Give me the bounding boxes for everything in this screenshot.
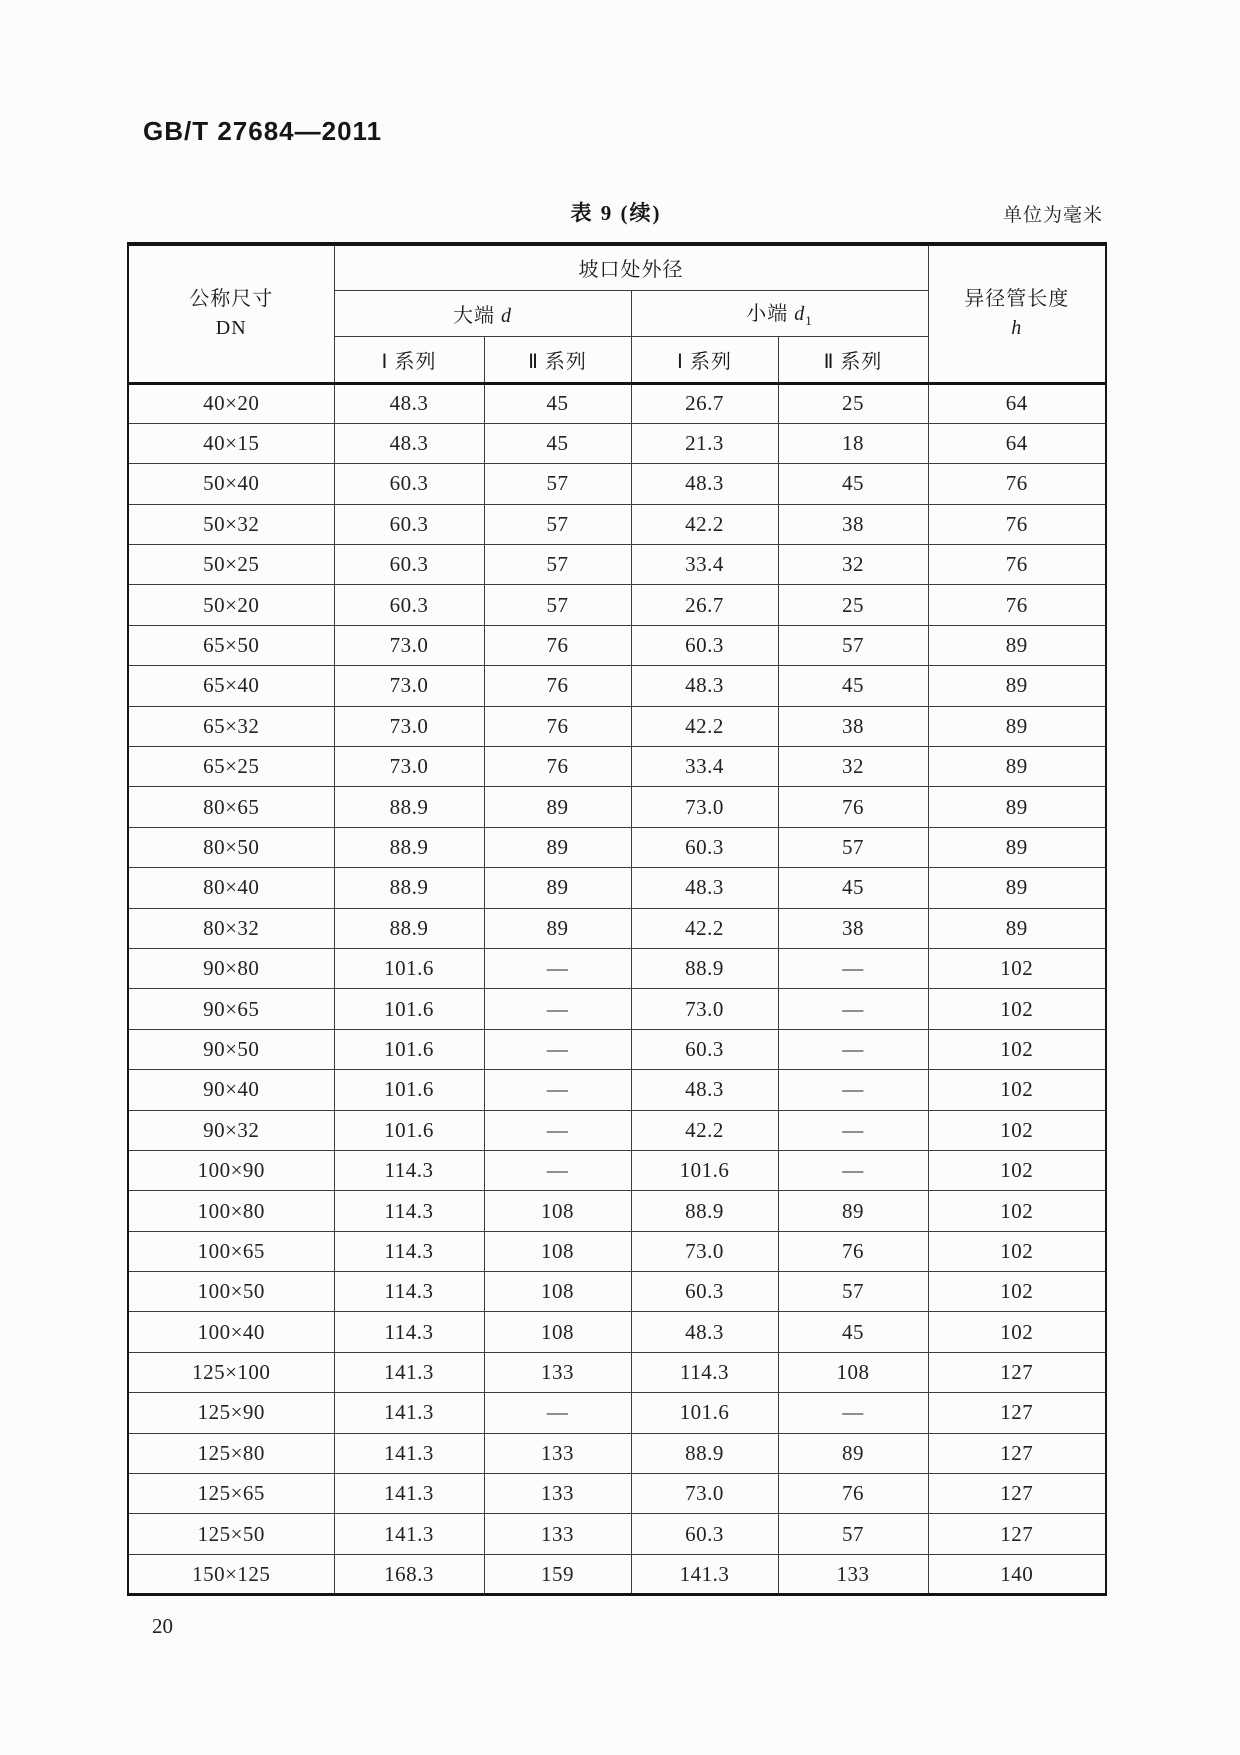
- value-cell: 89: [928, 747, 1106, 787]
- value-cell: 89: [928, 827, 1106, 867]
- value-cell: 101.6: [631, 1393, 778, 1433]
- value-cell: 48.3: [334, 383, 484, 423]
- reducer-dimension-table: [127, 242, 1107, 1596]
- big-end-label: 大端: [453, 304, 495, 327]
- table-row: [128, 1110, 1106, 1150]
- value-cell: 76: [778, 1474, 928, 1514]
- col-header-reducer-length: [928, 244, 1106, 383]
- dn-cell: 90×80: [128, 948, 334, 988]
- dn-cell: 90×32: [128, 1110, 334, 1150]
- value-cell: 76: [928, 504, 1106, 544]
- table-row: [128, 706, 1106, 746]
- value-cell: 101.6: [334, 948, 484, 988]
- value-cell: 45: [484, 423, 631, 463]
- dn-cell: 40×15: [128, 423, 334, 463]
- value-cell: 73.0: [334, 747, 484, 787]
- table-row: [128, 1514, 1106, 1554]
- value-cell: 114.3: [334, 1231, 484, 1271]
- value-cell: 60.3: [631, 1029, 778, 1069]
- col-header-series-1-small: Ⅰ 系列: [631, 336, 778, 383]
- table-row: [128, 464, 1106, 504]
- table-row: [128, 908, 1106, 948]
- value-cell: 108: [484, 1231, 631, 1271]
- value-cell: 88.9: [631, 1191, 778, 1231]
- value-cell: 108: [484, 1312, 631, 1352]
- big-end-symbol: d: [501, 304, 512, 327]
- table-title: 表 9 (续): [570, 201, 662, 225]
- value-cell: 73.0: [631, 989, 778, 1029]
- value-cell: 141.3: [334, 1514, 484, 1554]
- table-header: [128, 244, 1106, 383]
- table-row: [128, 989, 1106, 1029]
- value-cell: 32: [778, 747, 928, 787]
- col-header-small-end: [631, 290, 928, 336]
- dn-cell: 100×40: [128, 1312, 334, 1352]
- value-cell: 76: [928, 545, 1106, 585]
- value-cell: 64: [928, 383, 1106, 423]
- value-cell: 76: [928, 464, 1106, 504]
- table-row: [128, 1393, 1106, 1433]
- value-cell: 60.3: [631, 625, 778, 665]
- value-cell: 127: [928, 1393, 1106, 1433]
- dn-cell: 150×125: [128, 1554, 334, 1594]
- dn-cell: 90×50: [128, 1029, 334, 1069]
- value-cell: 57: [484, 504, 631, 544]
- value-cell: —: [484, 1393, 631, 1433]
- value-cell: 127: [928, 1474, 1106, 1514]
- value-cell: 26.7: [631, 383, 778, 423]
- value-cell: 88.9: [631, 1433, 778, 1473]
- value-cell: —: [484, 1029, 631, 1069]
- value-cell: 102: [928, 1070, 1106, 1110]
- dn-cell: 65×32: [128, 706, 334, 746]
- value-cell: —: [484, 1070, 631, 1110]
- dn-cell: 50×20: [128, 585, 334, 625]
- value-cell: 89: [778, 1433, 928, 1473]
- value-cell: 73.0: [631, 1231, 778, 1271]
- table-row: [128, 625, 1106, 665]
- value-cell: 76: [484, 666, 631, 706]
- value-cell: 89: [928, 868, 1106, 908]
- unit-note: 单位为毫米: [1002, 205, 1103, 226]
- value-cell: 33.4: [631, 747, 778, 787]
- value-cell: 102: [928, 989, 1106, 1029]
- value-cell: 57: [778, 1514, 928, 1554]
- table-row: [128, 423, 1106, 463]
- value-cell: 89: [778, 1191, 928, 1231]
- value-cell: 73.0: [631, 1474, 778, 1514]
- value-cell: 26.7: [631, 585, 778, 625]
- dn-cell: 100×50: [128, 1272, 334, 1312]
- value-cell: 45: [778, 464, 928, 504]
- table-row: [128, 827, 1106, 867]
- value-cell: 141.3: [631, 1554, 778, 1594]
- table-row: [128, 1150, 1106, 1190]
- value-cell: 141.3: [334, 1474, 484, 1514]
- value-cell: 102: [928, 1150, 1106, 1190]
- dn-cell: 50×25: [128, 545, 334, 585]
- dn-label: DN: [215, 316, 247, 339]
- table-row: [128, 1070, 1106, 1110]
- value-cell: 48.3: [631, 1070, 778, 1110]
- value-cell: 89: [484, 908, 631, 948]
- value-cell: 45: [778, 666, 928, 706]
- table-row: [128, 585, 1106, 625]
- col-header-series-1-big: Ⅰ 系列: [334, 336, 484, 383]
- table-row: [128, 1433, 1106, 1473]
- value-cell: 127: [928, 1433, 1106, 1473]
- table-row: [128, 1191, 1106, 1231]
- value-cell: 57: [484, 545, 631, 585]
- page-number: 20: [152, 1614, 173, 1638]
- header-row-1: [128, 244, 1106, 290]
- table-row: [128, 1029, 1106, 1069]
- dn-cell: 80×32: [128, 908, 334, 948]
- value-cell: —: [778, 948, 928, 988]
- value-cell: 141.3: [334, 1433, 484, 1473]
- value-cell: 133: [484, 1474, 631, 1514]
- dn-cell: 125×50: [128, 1514, 334, 1554]
- value-cell: 114.3: [334, 1150, 484, 1190]
- value-cell: —: [484, 948, 631, 988]
- value-cell: 73.0: [334, 625, 484, 665]
- value-cell: 127: [928, 1352, 1106, 1392]
- value-cell: 73.0: [631, 787, 778, 827]
- value-cell: 64: [928, 423, 1106, 463]
- table-row: [128, 1474, 1106, 1514]
- value-cell: 88.9: [631, 948, 778, 988]
- value-cell: 114.3: [334, 1191, 484, 1231]
- value-cell: 141.3: [334, 1393, 484, 1433]
- value-cell: 101.6: [334, 1029, 484, 1069]
- value-cell: 127: [928, 1514, 1106, 1554]
- dn-cell: 50×40: [128, 464, 334, 504]
- value-cell: 57: [778, 827, 928, 867]
- value-cell: 76: [484, 747, 631, 787]
- value-cell: 57: [778, 1272, 928, 1312]
- value-cell: 60.3: [631, 827, 778, 867]
- dn-cell: 80×65: [128, 787, 334, 827]
- value-cell: 114.3: [631, 1352, 778, 1392]
- value-cell: 101.6: [334, 1070, 484, 1110]
- table-row: [128, 666, 1106, 706]
- value-cell: 101.6: [334, 989, 484, 1029]
- value-cell: 25: [778, 383, 928, 423]
- dn-cell: 100×80: [128, 1191, 334, 1231]
- value-cell: 102: [928, 948, 1106, 988]
- value-cell: 88.9: [334, 787, 484, 827]
- value-cell: 133: [484, 1514, 631, 1554]
- value-cell: 89: [928, 706, 1106, 746]
- value-cell: 89: [928, 666, 1106, 706]
- small-end-label: 小端: [746, 303, 789, 325]
- col-header-series-2-big: Ⅱ 系列: [484, 336, 631, 383]
- value-cell: 133: [484, 1352, 631, 1392]
- value-cell: 38: [778, 504, 928, 544]
- value-cell: —: [778, 1070, 928, 1110]
- value-cell: 89: [928, 625, 1106, 665]
- value-cell: 76: [484, 706, 631, 746]
- col-header-series-2-small: Ⅱ 系列: [778, 336, 928, 383]
- value-cell: 89: [484, 787, 631, 827]
- value-cell: 42.2: [631, 1110, 778, 1150]
- value-cell: 60.3: [334, 585, 484, 625]
- value-cell: 57: [778, 625, 928, 665]
- value-cell: —: [778, 1029, 928, 1069]
- dn-cell: 100×90: [128, 1150, 334, 1190]
- value-cell: 168.3: [334, 1554, 484, 1594]
- value-cell: 38: [778, 706, 928, 746]
- value-cell: —: [778, 989, 928, 1029]
- value-cell: 76: [928, 585, 1106, 625]
- value-cell: 140: [928, 1554, 1106, 1594]
- value-cell: 60.3: [334, 545, 484, 585]
- dn-cell: 125×65: [128, 1474, 334, 1514]
- value-cell: 76: [484, 625, 631, 665]
- value-cell: 60.3: [631, 1514, 778, 1554]
- value-cell: 108: [778, 1352, 928, 1392]
- table-row: [128, 545, 1106, 585]
- value-cell: 25: [778, 585, 928, 625]
- value-cell: —: [778, 1393, 928, 1433]
- small-end-subscript: 1: [805, 313, 813, 328]
- table-row: [128, 1554, 1106, 1594]
- table-row: [128, 504, 1106, 544]
- table-row: [128, 1352, 1106, 1392]
- value-cell: 141.3: [334, 1352, 484, 1392]
- value-cell: 60.3: [631, 1272, 778, 1312]
- dn-cell: 125×80: [128, 1433, 334, 1473]
- table-row: [128, 787, 1106, 827]
- dn-cell: 125×100: [128, 1352, 334, 1392]
- value-cell: 133: [778, 1554, 928, 1594]
- value-cell: 42.2: [631, 706, 778, 746]
- value-cell: 102: [928, 1029, 1106, 1069]
- dn-cell: 125×90: [128, 1393, 334, 1433]
- value-cell: 108: [484, 1272, 631, 1312]
- value-cell: 89: [484, 827, 631, 867]
- reducer-length-label: 异径管长度: [964, 287, 1070, 310]
- dn-cell: 100×65: [128, 1231, 334, 1271]
- value-cell: 102: [928, 1312, 1106, 1352]
- value-cell: 102: [928, 1231, 1106, 1271]
- value-cell: 45: [778, 1312, 928, 1352]
- value-cell: 45: [484, 383, 631, 423]
- table-row: [128, 1312, 1106, 1352]
- small-end-symbol: d: [794, 303, 806, 325]
- table-row: [128, 868, 1106, 908]
- value-cell: 57: [484, 464, 631, 504]
- value-cell: 89: [928, 908, 1106, 948]
- value-cell: 73.0: [334, 706, 484, 746]
- value-cell: 101.6: [631, 1150, 778, 1190]
- dn-cell: 65×50: [128, 625, 334, 665]
- nominal-size-label: 公称尺寸: [189, 287, 274, 310]
- dn-cell: 65×25: [128, 747, 334, 787]
- value-cell: 114.3: [334, 1312, 484, 1352]
- value-cell: 48.3: [631, 868, 778, 908]
- table-row: [128, 948, 1106, 988]
- table-row: [128, 747, 1106, 787]
- value-cell: 89: [928, 787, 1106, 827]
- table-body: [128, 383, 1106, 1595]
- col-header-nominal-size: [128, 244, 334, 383]
- value-cell: 88.9: [334, 827, 484, 867]
- value-cell: —: [484, 989, 631, 1029]
- value-cell: 102: [928, 1191, 1106, 1231]
- dn-cell: 90×40: [128, 1070, 334, 1110]
- dn-cell: 90×65: [128, 989, 334, 1029]
- value-cell: 102: [928, 1272, 1106, 1312]
- value-cell: 48.3: [631, 464, 778, 504]
- value-cell: 88.9: [334, 868, 484, 908]
- table-row: [128, 1272, 1106, 1312]
- value-cell: 38: [778, 908, 928, 948]
- value-cell: 114.3: [334, 1272, 484, 1312]
- reducer-length-symbol: h: [1011, 316, 1023, 339]
- value-cell: 133: [484, 1433, 631, 1473]
- value-cell: —: [484, 1110, 631, 1150]
- value-cell: 89: [484, 868, 631, 908]
- table-row: [128, 1231, 1106, 1271]
- dn-cell: 50×32: [128, 504, 334, 544]
- value-cell: 21.3: [631, 423, 778, 463]
- value-cell: 60.3: [334, 464, 484, 504]
- value-cell: 159: [484, 1554, 631, 1594]
- value-cell: 57: [484, 585, 631, 625]
- value-cell: —: [778, 1150, 928, 1190]
- col-header-big-end: [334, 290, 631, 336]
- dn-cell: 80×40: [128, 868, 334, 908]
- dn-cell: 40×20: [128, 383, 334, 423]
- value-cell: 88.9: [334, 908, 484, 948]
- value-cell: 48.3: [631, 1312, 778, 1352]
- value-cell: 42.2: [631, 908, 778, 948]
- value-cell: 45: [778, 868, 928, 908]
- value-cell: —: [484, 1150, 631, 1190]
- value-cell: 76: [778, 787, 928, 827]
- value-cell: 101.6: [334, 1110, 484, 1150]
- value-cell: 48.3: [631, 666, 778, 706]
- col-header-bevel-od: 坡口处外径: [334, 244, 928, 290]
- value-cell: 33.4: [631, 545, 778, 585]
- dn-cell: 80×50: [128, 827, 334, 867]
- table-caption-row: [127, 197, 1105, 227]
- value-cell: 60.3: [334, 504, 484, 544]
- table-row: [128, 383, 1106, 423]
- value-cell: 42.2: [631, 504, 778, 544]
- dn-cell: 65×40: [128, 666, 334, 706]
- value-cell: 102: [928, 1110, 1106, 1150]
- value-cell: 76: [778, 1231, 928, 1271]
- value-cell: 73.0: [334, 666, 484, 706]
- value-cell: —: [778, 1110, 928, 1150]
- value-cell: 18: [778, 423, 928, 463]
- value-cell: 32: [778, 545, 928, 585]
- value-cell: 108: [484, 1191, 631, 1231]
- value-cell: 48.3: [334, 423, 484, 463]
- standard-number: GB/T 27684—2011: [143, 116, 383, 146]
